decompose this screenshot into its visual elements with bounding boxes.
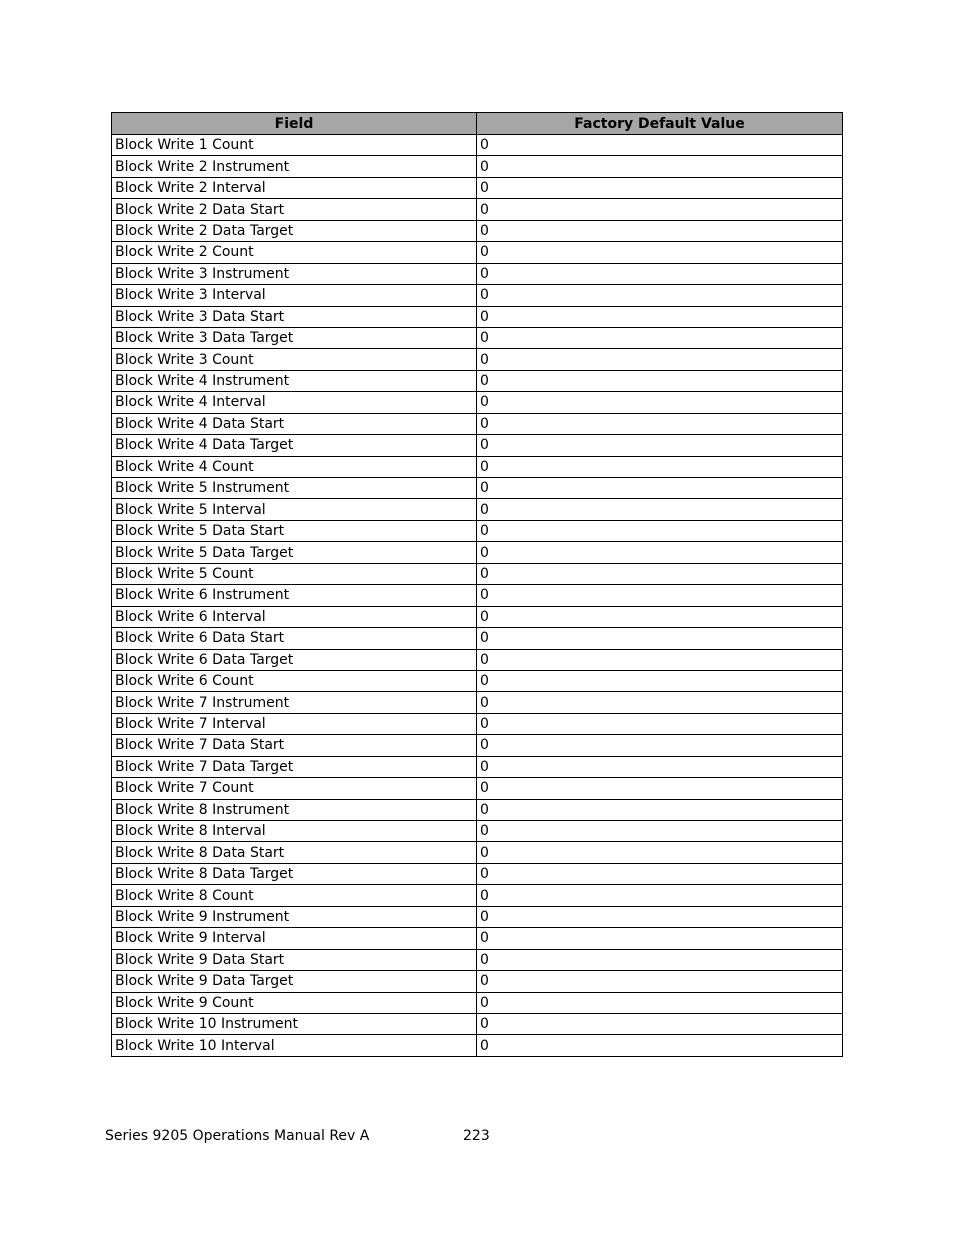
table-row bbox=[112, 649, 843, 670]
field-name-cell: Block Write 8 Count bbox=[112, 885, 477, 906]
table-row bbox=[112, 135, 843, 156]
table-row bbox=[112, 563, 843, 584]
table-row bbox=[112, 928, 843, 949]
field-name-cell: Block Write 9 Count bbox=[112, 992, 477, 1013]
default-value-cell: 0 bbox=[477, 692, 843, 713]
default-value-cell: 0 bbox=[477, 478, 843, 499]
field-name-cell: Block Write 6 Interval bbox=[112, 606, 477, 627]
table-row bbox=[112, 799, 843, 820]
field-name-cell: Block Write 9 Data Start bbox=[112, 949, 477, 970]
table-row bbox=[112, 713, 843, 734]
column-header-field: Field bbox=[112, 113, 477, 135]
default-value-cell: 0 bbox=[477, 670, 843, 691]
table-row bbox=[112, 692, 843, 713]
field-name-cell: Block Write 6 Data Target bbox=[112, 649, 477, 670]
table-row bbox=[112, 199, 843, 220]
field-name-cell: Block Write 9 Interval bbox=[112, 928, 477, 949]
table-row bbox=[112, 220, 843, 241]
footer-page-number: 223 bbox=[463, 1128, 490, 1144]
field-name-cell: Block Write 3 Data Target bbox=[112, 327, 477, 348]
field-name-cell: Block Write 8 Data Target bbox=[112, 863, 477, 884]
default-value-cell: 0 bbox=[477, 863, 843, 884]
default-value-cell: 0 bbox=[477, 756, 843, 777]
default-value-cell: 0 bbox=[477, 263, 843, 284]
default-value-cell: 0 bbox=[477, 563, 843, 584]
table-row bbox=[112, 585, 843, 606]
defaults-table bbox=[111, 112, 843, 1057]
default-value-cell: 0 bbox=[477, 542, 843, 563]
field-name-cell: Block Write 5 Instrument bbox=[112, 478, 477, 499]
default-value-cell: 0 bbox=[477, 949, 843, 970]
default-value-cell: 0 bbox=[477, 606, 843, 627]
default-value-cell: 0 bbox=[477, 649, 843, 670]
table-row bbox=[112, 156, 843, 177]
field-name-cell: Block Write 8 Instrument bbox=[112, 799, 477, 820]
default-value-cell: 0 bbox=[477, 135, 843, 156]
table-row bbox=[112, 478, 843, 499]
default-value-cell: 0 bbox=[477, 435, 843, 456]
field-name-cell: Block Write 8 Data Start bbox=[112, 842, 477, 863]
field-name-cell: Block Write 3 Interval bbox=[112, 285, 477, 306]
field-name-cell: Block Write 4 Interval bbox=[112, 392, 477, 413]
default-value-cell: 0 bbox=[477, 971, 843, 992]
field-name-cell: Block Write 7 Data Start bbox=[112, 735, 477, 756]
table-row bbox=[112, 242, 843, 263]
field-name-cell: Block Write 6 Instrument bbox=[112, 585, 477, 606]
default-value-cell: 0 bbox=[477, 778, 843, 799]
default-value-cell: 0 bbox=[477, 1035, 843, 1056]
table-row bbox=[112, 992, 843, 1013]
table-row bbox=[112, 606, 843, 627]
table-row bbox=[112, 863, 843, 884]
table-row bbox=[112, 756, 843, 777]
default-value-cell: 0 bbox=[477, 842, 843, 863]
default-value-cell: 0 bbox=[477, 242, 843, 263]
field-name-cell: Block Write 3 Count bbox=[112, 349, 477, 370]
default-value-cell: 0 bbox=[477, 285, 843, 306]
table-row bbox=[112, 306, 843, 327]
table-row bbox=[112, 413, 843, 434]
table-row bbox=[112, 349, 843, 370]
field-name-cell: Block Write 4 Instrument bbox=[112, 370, 477, 391]
table-row bbox=[112, 263, 843, 284]
default-value-cell: 0 bbox=[477, 349, 843, 370]
footer-manual-title: Series 9205 Operations Manual Rev A bbox=[105, 1128, 370, 1144]
default-value-cell: 0 bbox=[477, 306, 843, 327]
field-name-cell: Block Write 4 Data Target bbox=[112, 435, 477, 456]
default-value-cell: 0 bbox=[477, 220, 843, 241]
column-header-default-value: Factory Default Value bbox=[477, 113, 843, 135]
table-row bbox=[112, 1013, 843, 1034]
field-name-cell: Block Write 4 Count bbox=[112, 456, 477, 477]
default-value-cell: 0 bbox=[477, 499, 843, 520]
table-row bbox=[112, 327, 843, 348]
default-value-cell: 0 bbox=[477, 392, 843, 413]
table-row bbox=[112, 949, 843, 970]
default-value-cell: 0 bbox=[477, 928, 843, 949]
default-value-cell: 0 bbox=[477, 199, 843, 220]
table-row bbox=[112, 670, 843, 691]
field-name-cell: Block Write 2 Data Start bbox=[112, 199, 477, 220]
field-name-cell: Block Write 7 Interval bbox=[112, 713, 477, 734]
field-name-cell: Block Write 5 Count bbox=[112, 563, 477, 584]
table-row bbox=[112, 735, 843, 756]
table-row bbox=[112, 971, 843, 992]
field-name-cell: Block Write 5 Data Start bbox=[112, 520, 477, 541]
field-name-cell: Block Write 4 Data Start bbox=[112, 413, 477, 434]
field-name-cell: Block Write 5 Interval bbox=[112, 499, 477, 520]
field-name-cell: Block Write 10 Instrument bbox=[112, 1013, 477, 1034]
default-value-cell: 0 bbox=[477, 156, 843, 177]
field-name-cell: Block Write 7 Count bbox=[112, 778, 477, 799]
field-name-cell: Block Write 7 Instrument bbox=[112, 692, 477, 713]
table-row bbox=[112, 1035, 843, 1056]
default-value-cell: 0 bbox=[477, 799, 843, 820]
field-name-cell: Block Write 6 Data Start bbox=[112, 628, 477, 649]
default-value-cell: 0 bbox=[477, 713, 843, 734]
field-name-cell: Block Write 9 Data Target bbox=[112, 971, 477, 992]
table-row bbox=[112, 821, 843, 842]
default-value-cell: 0 bbox=[477, 821, 843, 842]
field-name-cell: Block Write 3 Data Start bbox=[112, 306, 477, 327]
default-value-cell: 0 bbox=[477, 735, 843, 756]
field-name-cell: Block Write 2 Data Target bbox=[112, 220, 477, 241]
default-value-cell: 0 bbox=[477, 885, 843, 906]
default-value-cell: 0 bbox=[477, 628, 843, 649]
field-name-cell: Block Write 9 Instrument bbox=[112, 906, 477, 927]
field-name-cell: Block Write 8 Interval bbox=[112, 821, 477, 842]
field-name-cell: Block Write 10 Interval bbox=[112, 1035, 477, 1056]
field-name-cell: Block Write 5 Data Target bbox=[112, 542, 477, 563]
field-name-cell: Block Write 6 Count bbox=[112, 670, 477, 691]
table-row bbox=[112, 906, 843, 927]
field-name-cell: Block Write 1 Count bbox=[112, 135, 477, 156]
field-name-cell: Block Write 2 Interval bbox=[112, 177, 477, 198]
table-header-row bbox=[112, 113, 843, 135]
table-row bbox=[112, 842, 843, 863]
default-value-cell: 0 bbox=[477, 370, 843, 391]
default-value-cell: 0 bbox=[477, 992, 843, 1013]
table-header bbox=[112, 113, 843, 135]
table-row bbox=[112, 435, 843, 456]
field-name-cell: Block Write 7 Data Target bbox=[112, 756, 477, 777]
table-row bbox=[112, 285, 843, 306]
field-name-cell: Block Write 2 Count bbox=[112, 242, 477, 263]
table-row bbox=[112, 885, 843, 906]
default-value-cell: 0 bbox=[477, 327, 843, 348]
table-row bbox=[112, 456, 843, 477]
default-value-cell: 0 bbox=[477, 1013, 843, 1034]
table-row bbox=[112, 392, 843, 413]
default-value-cell: 0 bbox=[477, 585, 843, 606]
table-body bbox=[112, 135, 843, 1057]
default-value-cell: 0 bbox=[477, 177, 843, 198]
table-row bbox=[112, 778, 843, 799]
default-value-cell: 0 bbox=[477, 456, 843, 477]
table-row bbox=[112, 499, 843, 520]
table-row bbox=[112, 542, 843, 563]
default-value-cell: 0 bbox=[477, 520, 843, 541]
table-row bbox=[112, 370, 843, 391]
field-name-cell: Block Write 2 Instrument bbox=[112, 156, 477, 177]
default-value-cell: 0 bbox=[477, 413, 843, 434]
default-value-cell: 0 bbox=[477, 906, 843, 927]
table-row bbox=[112, 177, 843, 198]
field-name-cell: Block Write 3 Instrument bbox=[112, 263, 477, 284]
table-row bbox=[112, 520, 843, 541]
table-row bbox=[112, 628, 843, 649]
